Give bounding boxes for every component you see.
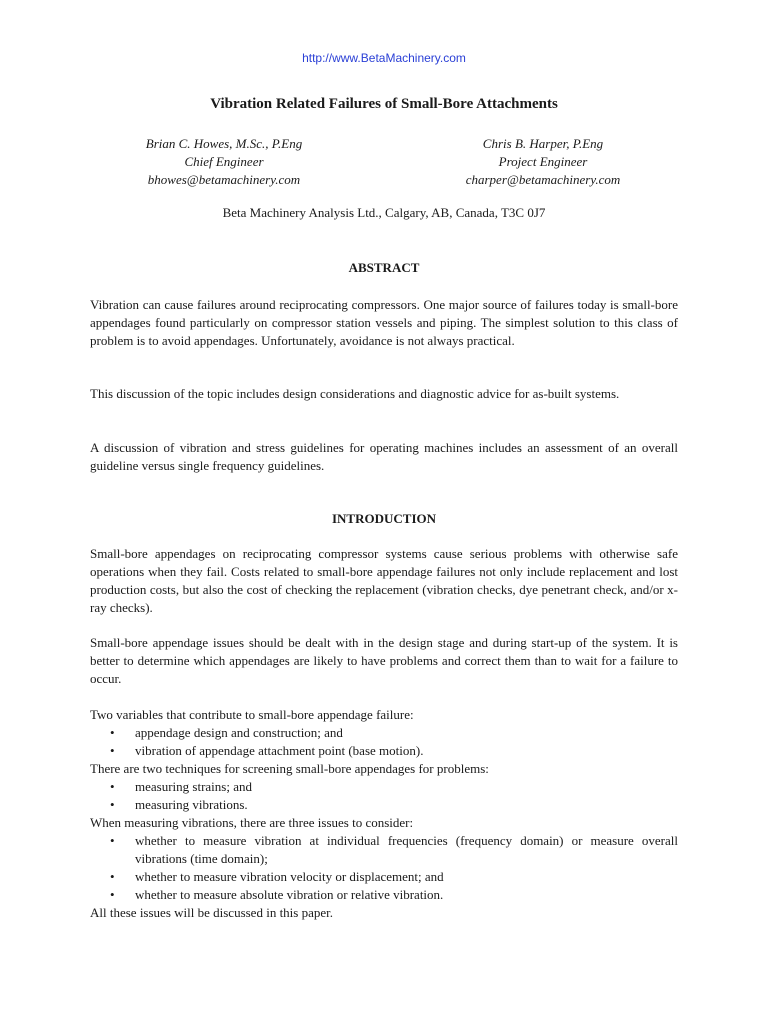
abstract-heading: ABSTRACT xyxy=(348,260,420,275)
introduction-paragraph: Small-bore appendage issues should be dealt with in the design stage and during start-up of the system. It is better to determine which appendages are likely to have problems and correct them than to wait for a failure to occur. xyxy=(90,635,678,686)
author-role: Chief Engineer xyxy=(184,154,264,169)
author-email: bhowes@betamachinery.com xyxy=(147,172,301,187)
list-item xyxy=(90,886,678,904)
list-item xyxy=(90,778,678,796)
abstract-paragraph: This discussion of the topic includes design considerations and diagnostic advice for as-built systems. xyxy=(90,386,620,401)
list-item xyxy=(90,796,678,814)
bullet-icon: • xyxy=(110,833,115,848)
variables-list xyxy=(90,724,678,760)
issues-intro: When measuring vibrations, there are three issues to consider: xyxy=(90,815,414,830)
closing-sentence: All these issues will be discussed in this paper. xyxy=(90,905,334,920)
affiliation: Beta Machinery Analysis Ltd., Calgary, AB, Canada, T3C 0J7 xyxy=(222,205,546,220)
abstract-paragraph: Vibration can cause failures around reciprocating compressors. One major source of failures today is small-bore appendages found particularly on compressor station vessels and piping. The simplest solution to this class of problem is to avoid appendages. Unfortunately, avoidance is not always practical. xyxy=(90,297,678,348)
website-link[interactable]: http://www.BetaMachinery.com xyxy=(302,51,466,65)
list-item xyxy=(90,868,678,886)
techniques-intro: There are two techniques for screening small-bore appendages for problems: xyxy=(90,761,489,776)
techniques-list xyxy=(90,778,678,814)
issues-list xyxy=(90,832,678,904)
author-email: charper@betamachinery.com xyxy=(465,172,621,187)
list-item-text: whether to measure vibration velocity or displacement; and xyxy=(135,869,444,884)
introduction-lists xyxy=(90,706,678,922)
abstract-paragraph: A discussion of vibration and stress guidelines for operating machines includes an assessment of an overall guideline versus single frequency guidelines. xyxy=(90,440,678,473)
bullet-icon: • xyxy=(110,797,115,812)
author-block-1 xyxy=(124,135,324,189)
author-name: Chris B. Harper, P.Eng xyxy=(482,136,604,151)
author-role: Project Engineer xyxy=(498,154,588,169)
bullet-icon: • xyxy=(110,869,115,884)
bullet-icon: • xyxy=(110,743,115,758)
author-name: Brian C. Howes, M.Sc., P.Eng xyxy=(145,136,303,151)
list-item-text: whether to measure absolute vibration or relative vibration. xyxy=(135,887,444,902)
paper-title: Vibration Related Failures of Small-Bore Attachments xyxy=(210,96,558,112)
list-item xyxy=(90,742,678,760)
variables-intro: Two variables that contribute to small-bore appendage failure: xyxy=(90,707,414,722)
introduction-paragraph: Small-bore appendages on reciprocating compressor systems cause serious problems with otherwise safe operations when they fail. Costs related to small-bore appendage failures not only include replacement and lost production costs, but also the cost of checking the replacement (vibration checks, dye penetrant check, and/or x-ray checks). xyxy=(90,546,678,615)
bullet-icon: • xyxy=(110,779,115,794)
list-item xyxy=(90,832,678,868)
list-item xyxy=(90,724,678,742)
introduction-heading: INTRODUCTION xyxy=(331,511,436,526)
list-item-text: measuring vibrations. xyxy=(135,797,248,812)
list-item-text: measuring strains; and xyxy=(135,779,252,794)
bullet-icon: • xyxy=(110,887,115,902)
list-item-text: vibration of appendage attachment point (base motion). xyxy=(135,743,424,758)
bullet-icon: • xyxy=(110,725,115,740)
list-item-text: whether to measure vibration at individual frequencies (frequency domain) or measure overall vibrations (time domain); xyxy=(135,833,678,866)
author-block-2 xyxy=(436,135,650,189)
list-item-text: appendage design and construction; and xyxy=(135,725,343,740)
